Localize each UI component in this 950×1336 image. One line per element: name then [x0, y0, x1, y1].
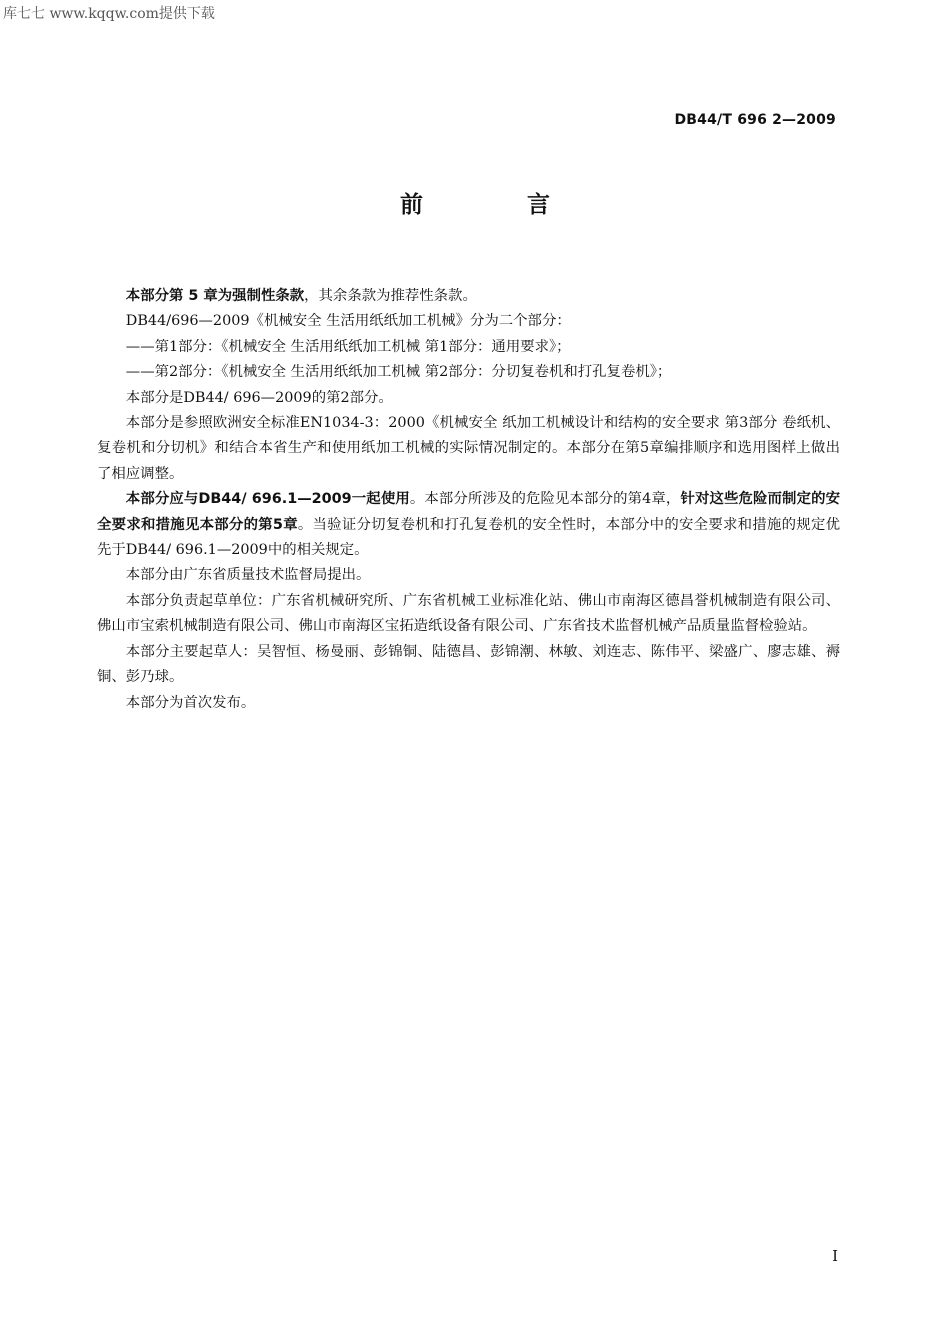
bold-lead: 本部分第 5 章为强制性条款: [125, 288, 305, 304]
paragraph-part-2: ——第2部分：《机械安全 生活用纸纸加工机械 第2部分：分切复卷机和打孔复卷机》；: [125, 364, 672, 381]
paragraph-text: 。本部分所涉及的危险见本部分的第4章，: [409, 491, 681, 508]
bold-usage: 本部分应与DB44/ 696.1—2009一起使用: [125, 491, 410, 508]
paragraph-part-1: ——第1部分：《机械安全 生活用纸纸加工机械 第1部分：通用要求》；: [125, 338, 571, 355]
bold-requirements: 针对这些危险而制定的安全要求和措施见本部分的第5章: [97, 491, 840, 533]
paragraph-proposer: 本部分由广东省质量技术监督局提出。: [125, 567, 371, 584]
paragraph-drafting-units: 本部分负责起草单位：广东省机械研究所、广东省机械工业标准化站、佛山市南海区德昌誉机械制造有限公司、佛山市宝索机械制造有限公司、佛山市南海区宝拓造纸设备有限公司、广东省技术监督机械产品质量监督检验站。: [97, 592, 840, 635]
paragraph-usage: [97, 487, 840, 563]
paragraph-first-release: 本部分为首次发布。: [125, 694, 256, 711]
paragraph-reference-standard: 本部分是参照欧洲安全标准EN1034-3：2000《机械安全 纸加工机械设计和结构的安全要求 第3部分 卷纸机、复卷机和分切机》和结合本省生产和使用纸加工机械的实际情况制定的。本部分在第5章编排顺序和选用图样上做出了相应调整。: [97, 415, 840, 482]
paragraph-text: ，其余条款为推荐性条款。: [304, 288, 477, 304]
page-title: 前 言: [399, 192, 598, 218]
paragraph-text: 。当验证分切复卷机和打孔复卷机的安全性时，本部分中的安全要求和措施的规定优先于DB44/ 696.1—2009中的相关规定。: [97, 516, 840, 559]
paragraph-drafters: 本部分主要起草人：吴智恒、杨曼丽、彭锦铜、陆德昌、彭锦潮、林敏、刘连志、陈伟平、梁盛广、廖志雄、褥铜、彭乃球。: [97, 643, 840, 686]
paragraph-this-part: 本部分是DB44/ 696—2009的第2部分。: [125, 389, 393, 406]
standard-code: DB44/T 696 2—2009: [674, 112, 836, 128]
watermark-text: 库七七 www.kqqw.com提供下载: [3, 6, 215, 22]
paragraph-standard-parts: DB44/696—2009《机械安全 生活用纸纸加工机械》分为二个部分：: [125, 313, 571, 330]
paragraph-mandatory-clause: [97, 284, 840, 309]
page-number: I: [832, 1247, 838, 1265]
document-body: [97, 284, 840, 716]
